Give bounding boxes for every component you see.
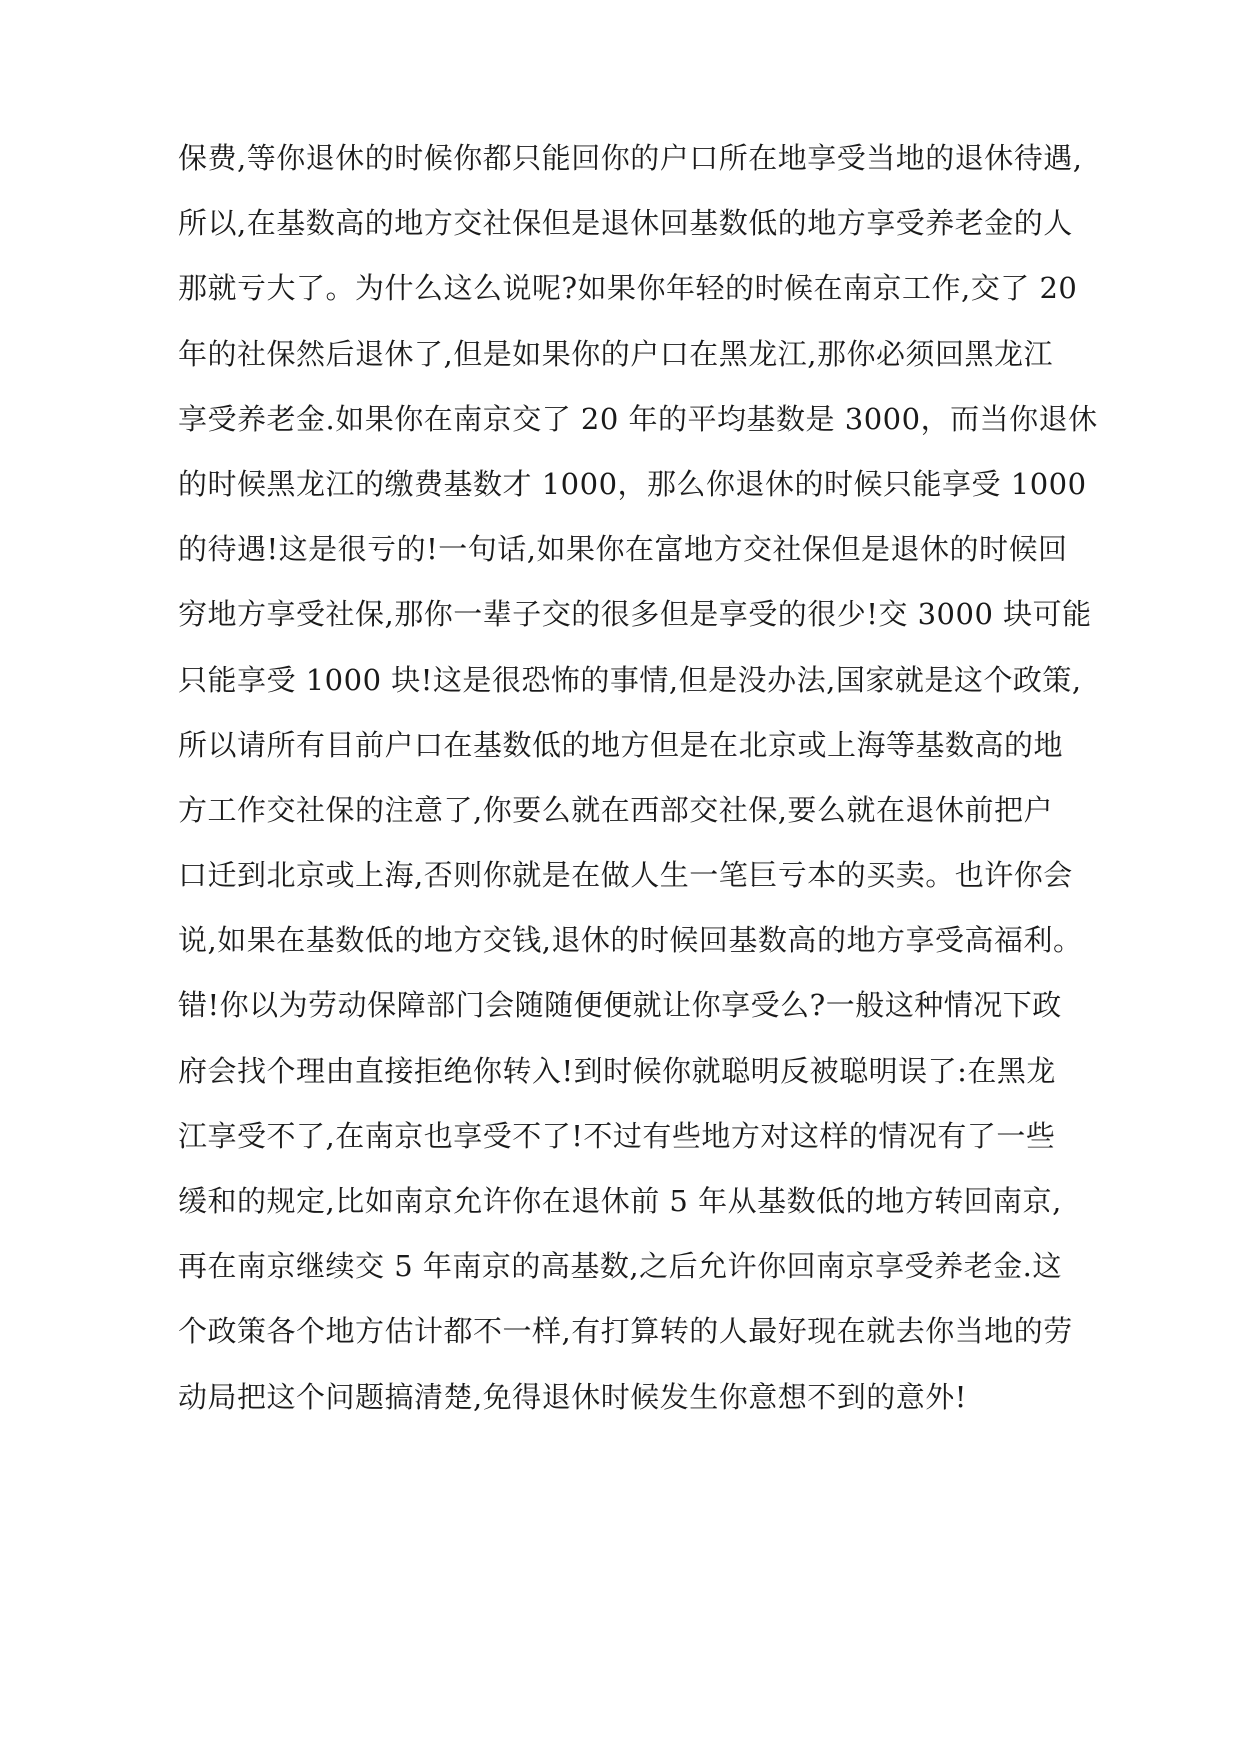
text-line: 只能享受 1000 块!这是很恐怖的事情,但是没办法,国家就是这个政策,	[178, 662, 1082, 697]
text-line: 的待遇!这是很亏的!一句话,如果你在富地方交社保但是退休的时候回	[178, 532, 1068, 567]
text-line: 口迁到北京或上海,否则你就是在做人生一笔巨亏本的买卖。也许你会	[178, 858, 1073, 893]
text-line: 府会找个理由直接拒绝你转入!到时候你就聪明反被聪明误了:在黑龙	[178, 1053, 1056, 1088]
text-line: 缓和的规定,比如南京允许你在退休前 5 年从基数低的地方转回南京,	[178, 1184, 1062, 1218]
text-line: 说,如果在基数低的地方交钱,退休的时候回基数高的地方享受高福利。	[178, 923, 1083, 958]
text-line: 穷地方享受社保,那你一辈子交的很多但是享受的很少!交 3000 块可能	[178, 597, 1092, 632]
text-line: 方工作交社保的注意了,你要么就在西部交社保,要么就在退休前把户	[178, 792, 1053, 827]
text-line: 享受养老金.如果你在南京交了 20 年的平均基数是 3000，而当你退休	[178, 401, 1098, 436]
text-line: 个政策各个地方估计都不一样,有打算转的人最好现在就去你当地的劳	[178, 1314, 1073, 1349]
text-line: 的时候黑龙江的缴费基数才 1000，那么你退休的时候只能享受 1000	[178, 466, 1087, 501]
text-line: 江享受不了,在南京也享受不了!不过有些地方对这样的情况有了一些	[178, 1118, 1056, 1153]
text-line: 再在南京继续交 5 年南京的高基数,之后允许你回南京享受养老金.这	[178, 1249, 1062, 1284]
text-line: 错!你以为劳动保障部门会随随便便就让你享受么?一般这种情况下政	[178, 988, 1062, 1023]
text-line: 动局把这个问题搞清楚,免得退休时候发生你意想不到的意外!	[178, 1379, 967, 1414]
text-line: 年的社保然后退休了,但是如果你的户口在黑龙江,那你必须回黑龙江	[178, 336, 1053, 371]
text-line: 保费,等你退休的时候你都只能回你的户口所在地享受当地的退休待遇,	[178, 141, 1083, 175]
text-line: 那就亏大了。为什么这么说呢?如果你年轻的时候在南京工作,交了 20	[178, 271, 1078, 306]
text-line: 所以请所有目前户口在基数低的地方但是在北京或上海等基数高的地	[178, 727, 1064, 762]
body-text	[178, 126, 1098, 1430]
text-line: 所以,在基数高的地方交社保但是退休回基数低的地方享受养老金的人	[178, 206, 1073, 241]
